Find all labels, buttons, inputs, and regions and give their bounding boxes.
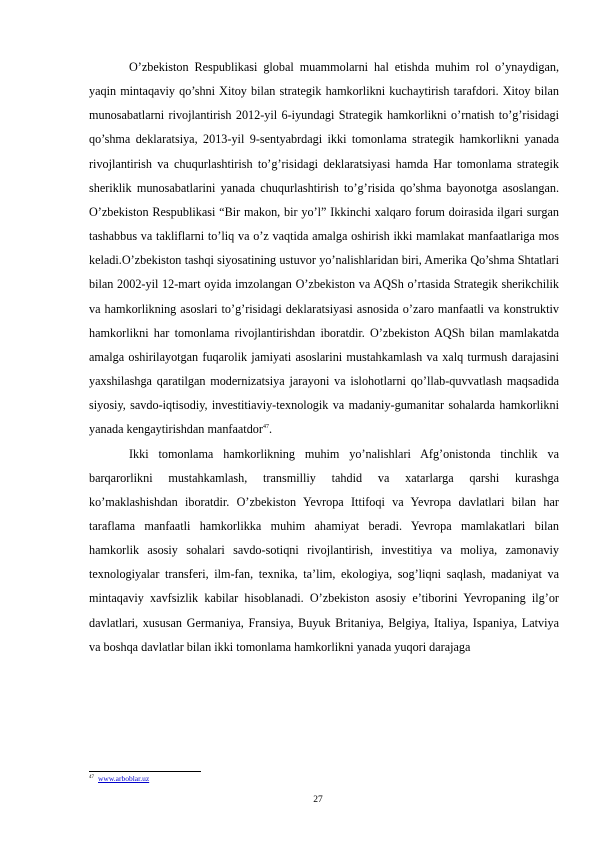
footnote [89, 773, 149, 784]
paragraph-1 [89, 55, 559, 442]
footnote-divider [89, 771, 201, 772]
body-text [89, 55, 559, 659]
paragraph-2 [89, 442, 559, 659]
paragraph-1-text: O’zbekiston Respublikasi global muammolarni hal etishda muhim rol o’ynaydigan, yaqin mintaqaviy qo’shni Xitoy bilan strategik hamkorlikni kuchaytirish tarafdori. Xitoy bilan munosabatlarni rivojlantirish 2012-yil 6-iyundagi Strategik hamkorlikni o’rnatish to’g’risidagi qo’shma deklaratsiya, 2013-yil 9-sentyabrdagi ikki tomonlama strategik hamkorlikni yanada rivojlantirish va chuqurlashtirish to’g’risidagi deklaratsiyasi hamda Har tomonlama strategik sheriklik munosabatlarini yanada chuqurlashtirish to’g’risida qo’shma bayonotga asoslangan. O’zbekiston Respublikasi “Bir makon, bir yo’l” Ikkinchi xalqaro forum doirasida ilgari surgan tashabbus va takliflarni to’liq va o’z vaqtida amalga oshirish ikki mamlakat manfaatlariga mos keladi.O’zbekiston tashqi siyosatining ustuvor yo’nalishlaridan biri, Amerika Qo’shma Shtatlari bilan 2002-yil 12-mart oyida imzolangan O’zbekiston va AQSh o’rtasida Strategik sherikchilik va hamkorlikning asoslari to’g’risidagi deklaratsiyasi asnosida o’zaro manfaatli va konstruktiv hamkorlikni har tomonlama rivojlantirishdan iboratdir. O’zbekiston AQSh bilan mamlakatda amalga oshirilayotgan fuqarolik jamiyati asoslarini mustahkamlash va xalq turmush darajasini yaxshilashga qaratilgan modernizatsiya jarayoni va islohotlarni qo’llab-quvvatlash maqsadida siyosiy, savdo-iqtisodiy, investitiaviy-texnologik va madaniy-gumanitar sohalarda hamkorlikni yanada kengaytirishdan manfaatdor [89, 60, 559, 437]
footnote-link[interactable]: www.arboblar.uz [98, 774, 150, 783]
footnote-number: 47 [89, 775, 94, 780]
paragraph-1-end: . [268, 422, 272, 437]
page-number: 27 [313, 795, 323, 805]
paragraph-2-text: Ikki tomonlama hamkorlikning muhim yo’nalishlari Afg’onistonda tinchlik va barqarorlikni mustahkamlash, transmilliy tahdid va xatarlarga qarshi kurashga ko’maklashishdan iboratdir. O’zbekiston Yevropa Ittifoqi va Yevropa davlatlari bilan har taraflama manfaatli hamkorlikka muhim ahamiyat beradi. Yevropa mamlakatlari bilan hamkorlik asosiy sohalari savdo-sotiqni rivojlantirish, investitiya va moliya, zamonaviy texnologiyalar transferi, ilm-fan, texnika, ta’lim, ekologiya, sog’liqni saqlash, madaniyat va mintaqaviy xavfsizlik kabilar hisoblanadi. O’zbekiston asosiy e’tiborini Yevropaning ilg’or davlatlari, xususan Germaniya, Fransiya, Buyuk Britaniya, Belgiya, Italiya, Ispaniya, Latviya va boshqa davlatlar bilan ikki tomonlama hamkorlikni yanada yuqori darajaga [89, 446, 559, 654]
footnote-reference[interactable]: 47 [262, 424, 269, 431]
